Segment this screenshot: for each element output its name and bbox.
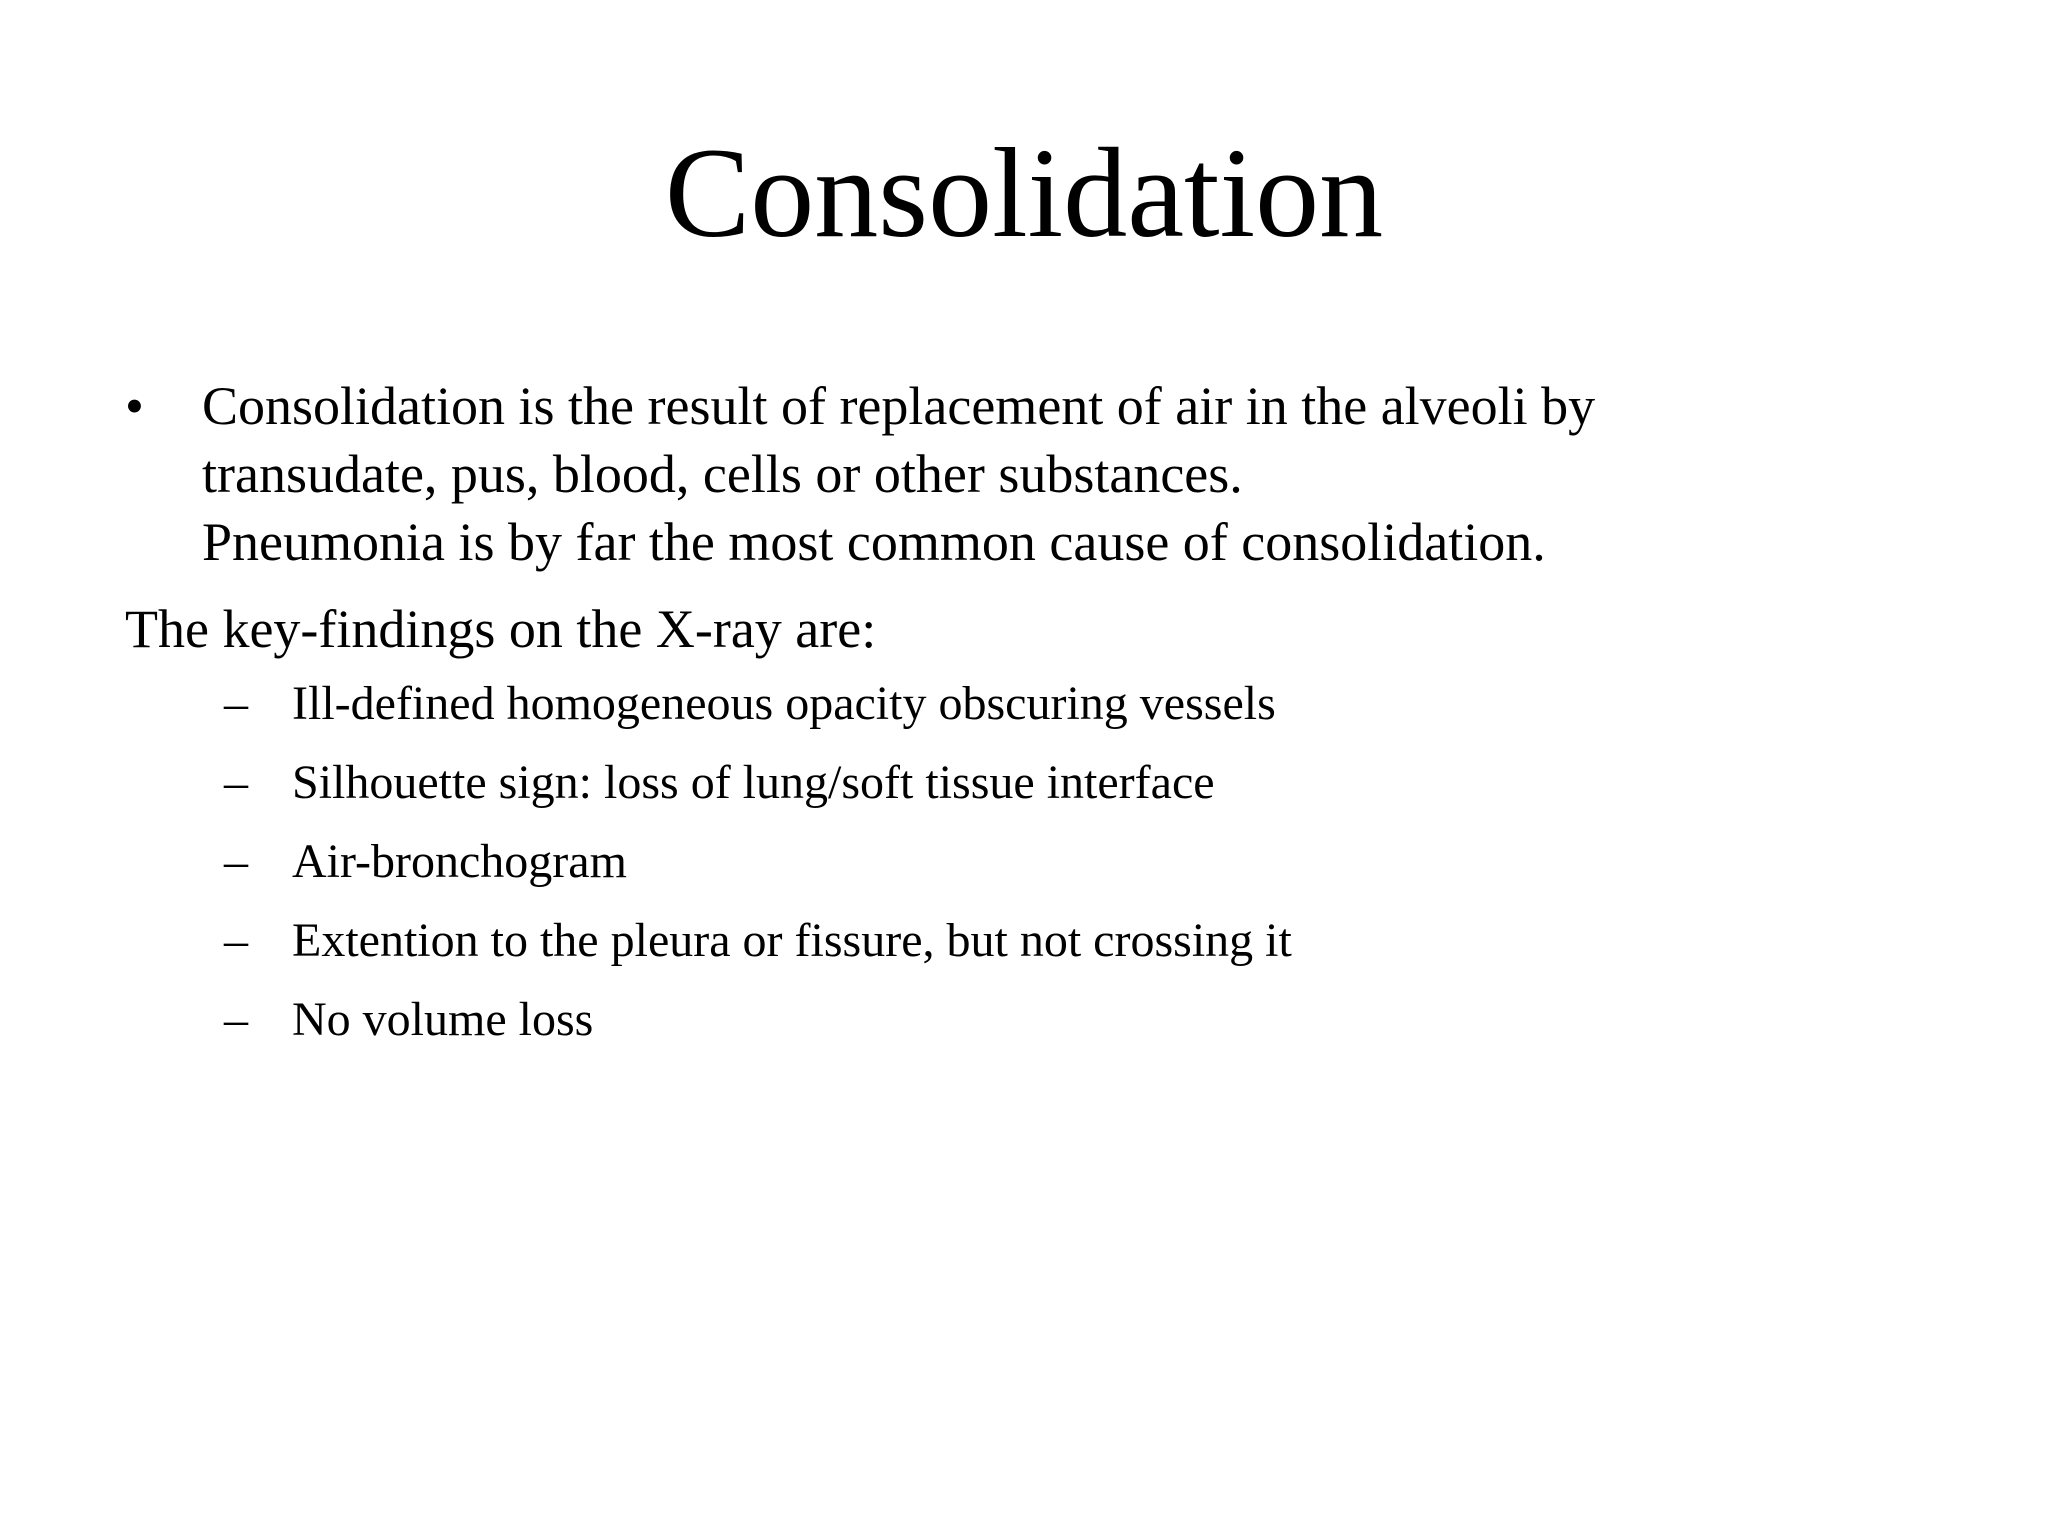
finding-item — [224, 674, 1292, 753]
bullet-item — [125, 372, 1925, 576]
key-findings-intro: The key-findings on the X-ray are: — [125, 599, 877, 659]
finding-item — [224, 911, 1292, 990]
finding-text: Air-bronchogram — [292, 835, 627, 888]
bullet-block — [125, 372, 1925, 576]
dash-marker: – — [224, 914, 248, 967]
findings-list — [224, 674, 1292, 1069]
finding-text: Extention to the pleura or fissure, but not crossing it — [292, 914, 1292, 967]
bullet-line: Consolidation is the result of replacement of air in the alveoli by — [202, 376, 1596, 436]
dash-marker: – — [224, 677, 248, 730]
dash-marker: – — [224, 993, 248, 1046]
bullet-line: Pneumonia is by far the most common cause of consolidation. — [202, 512, 1546, 572]
dash-marker: – — [224, 835, 248, 888]
finding-item — [224, 832, 1292, 911]
finding-item — [224, 753, 1292, 832]
bullet-text — [202, 372, 1595, 576]
bullet-line: transudate, pus, blood, cells or other substances. — [202, 444, 1243, 504]
finding-text: Silhouette sign: loss of lung/soft tissue interface — [292, 756, 1215, 809]
finding-text: No volume loss — [292, 993, 594, 1046]
dash-marker: – — [224, 756, 248, 809]
slide-title: Consolidation — [664, 122, 1384, 264]
finding-item — [224, 990, 1292, 1069]
bullet-marker: • — [125, 376, 144, 436]
finding-text: Ill-defined homogeneous opacity obscuring vessels — [292, 677, 1276, 730]
